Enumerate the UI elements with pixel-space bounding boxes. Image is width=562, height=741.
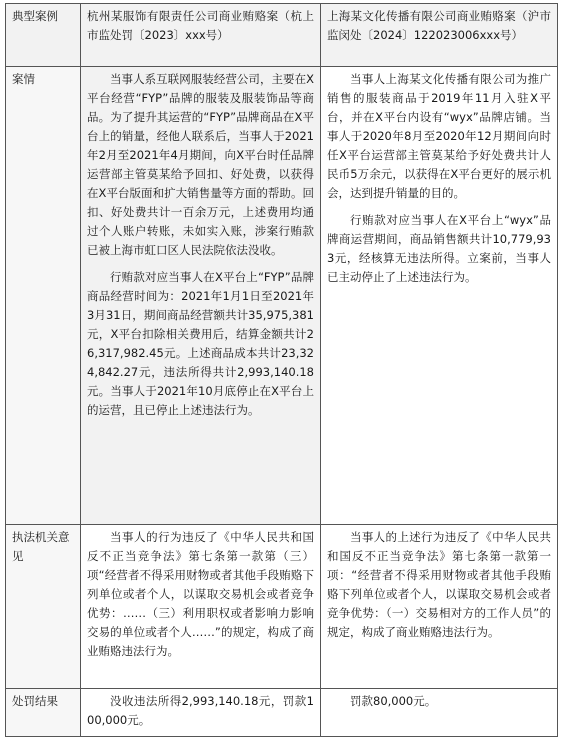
case-a-title-cell (81, 4, 321, 67)
case-b-title: 上海某文化传播有限公司商业贿赂案（沪市监闵处〔2024〕122023006xxx号） (327, 9, 551, 42)
penalty-label-cell (6, 689, 81, 737)
table-row-opinion (6, 525, 558, 689)
header-label: 典型案例 (12, 9, 58, 23)
facts-label: 案情 (12, 72, 35, 86)
case-a-penalty-cell (81, 689, 321, 737)
table-row-facts (6, 67, 558, 525)
case-comparison-table (5, 3, 558, 737)
table-row-penalty (6, 689, 558, 737)
case-b-facts-para-1: 当事人上海某文化传播有限公司为推广销售的服装商品于2019年11月入驻X平台，并在X平台内设有“wyx”品牌店铺。当事人于2020年8月至2020年12月期间向时任X平台运营部主管莫某给予好处费共计人民币5万余元，以获得在X平台更好的展示机会，达到提升销量的目的。 (327, 72, 551, 200)
opinion-label: 执法机关意见 (12, 530, 70, 563)
table-row-header (6, 4, 558, 67)
penalty-label: 处罚结果 (12, 694, 58, 708)
case-a-penalty-text: 没收违法所得2,993,140.18元，罚款100,000元。 (87, 694, 314, 727)
case-b-opinion-text: 当事人的上述行为违反了《中华人民共和国反不正当竞争法》第七条第一款第一项：“经营者不得采用财物或者其他手段贿赂下列单位或者个人，以谋取交易机会或者竞争优势：（一）交易相对方的工作人员”的规定，构成了商业贿赂违法行为。 (327, 530, 551, 639)
case-b-title-cell (321, 4, 558, 67)
case-a-facts-para-2: 行贿款对应当事人在X平台上“FYP”品牌商品经营时间为：2021年1月1日至2021年3月31日，期间商品经营额共计35,975,381元，X平台扣除相关费用后，结算金额共计26,317,982.45元。上述商品成本共计23,324,842.27元，违法所得共计2,993,140.18元。当事人于2021年10月底停止在X平台上的运营，且已停止上述违法行为。 (87, 270, 314, 417)
case-b-penalty-cell (321, 689, 558, 737)
case-a-opinion-text: 当事人的行为违反了《中华人民共和国反不正当竞争法》第七条第一款第（三）项“经营者不得采用财物或者其他手段贿赂下列单位或者个人，以谋取交易机会或者竞争优势：……（三）利用职权或者影响力影响交易的单位或者个人……”的规定，构成了商业贿赂违法行为。 (87, 530, 314, 658)
case-b-facts-para-2: 行贿款对应当事人在X平台上“wyx”品牌商运营期间，商品销售额共计10,779,933元，经核算无违法所得。立案前，当事人已主动停止了上述违法行为。 (327, 213, 551, 284)
opinion-label-cell (6, 525, 81, 689)
case-b-penalty-text: 罚款80,000元。 (350, 694, 437, 708)
case-a-opinion-cell (81, 525, 321, 689)
case-a-title: 杭州某服饰有限责任公司商业贿赂案（杭上市监处罚〔2023〕xxx号） (87, 9, 314, 42)
case-b-facts-cell (321, 67, 558, 525)
case-b-opinion-cell (321, 525, 558, 689)
case-a-facts-para-1: 当事人系互联网服装经营公司，主要在X平台经营“FYP”品牌的服装及服装饰品等商品。为了提升其运营的“FYP”品牌商品在X平台上的销量，经他人联系后，当事人于2021年2月至2021年4月期间，向X平台时任品牌运营部主管莫某给予回扣、好处费，以获得在X平台版面和扩大销售量等方面的帮助。回扣、好处费共计一百余万元，上述费用均通过个人账户转账，未如实入账，涉案行贿款已被上海市虹口区人民法院依法没收。 (87, 72, 314, 257)
facts-label-cell (6, 67, 81, 525)
header-label-cell (6, 4, 81, 67)
case-a-facts-cell (81, 67, 321, 525)
